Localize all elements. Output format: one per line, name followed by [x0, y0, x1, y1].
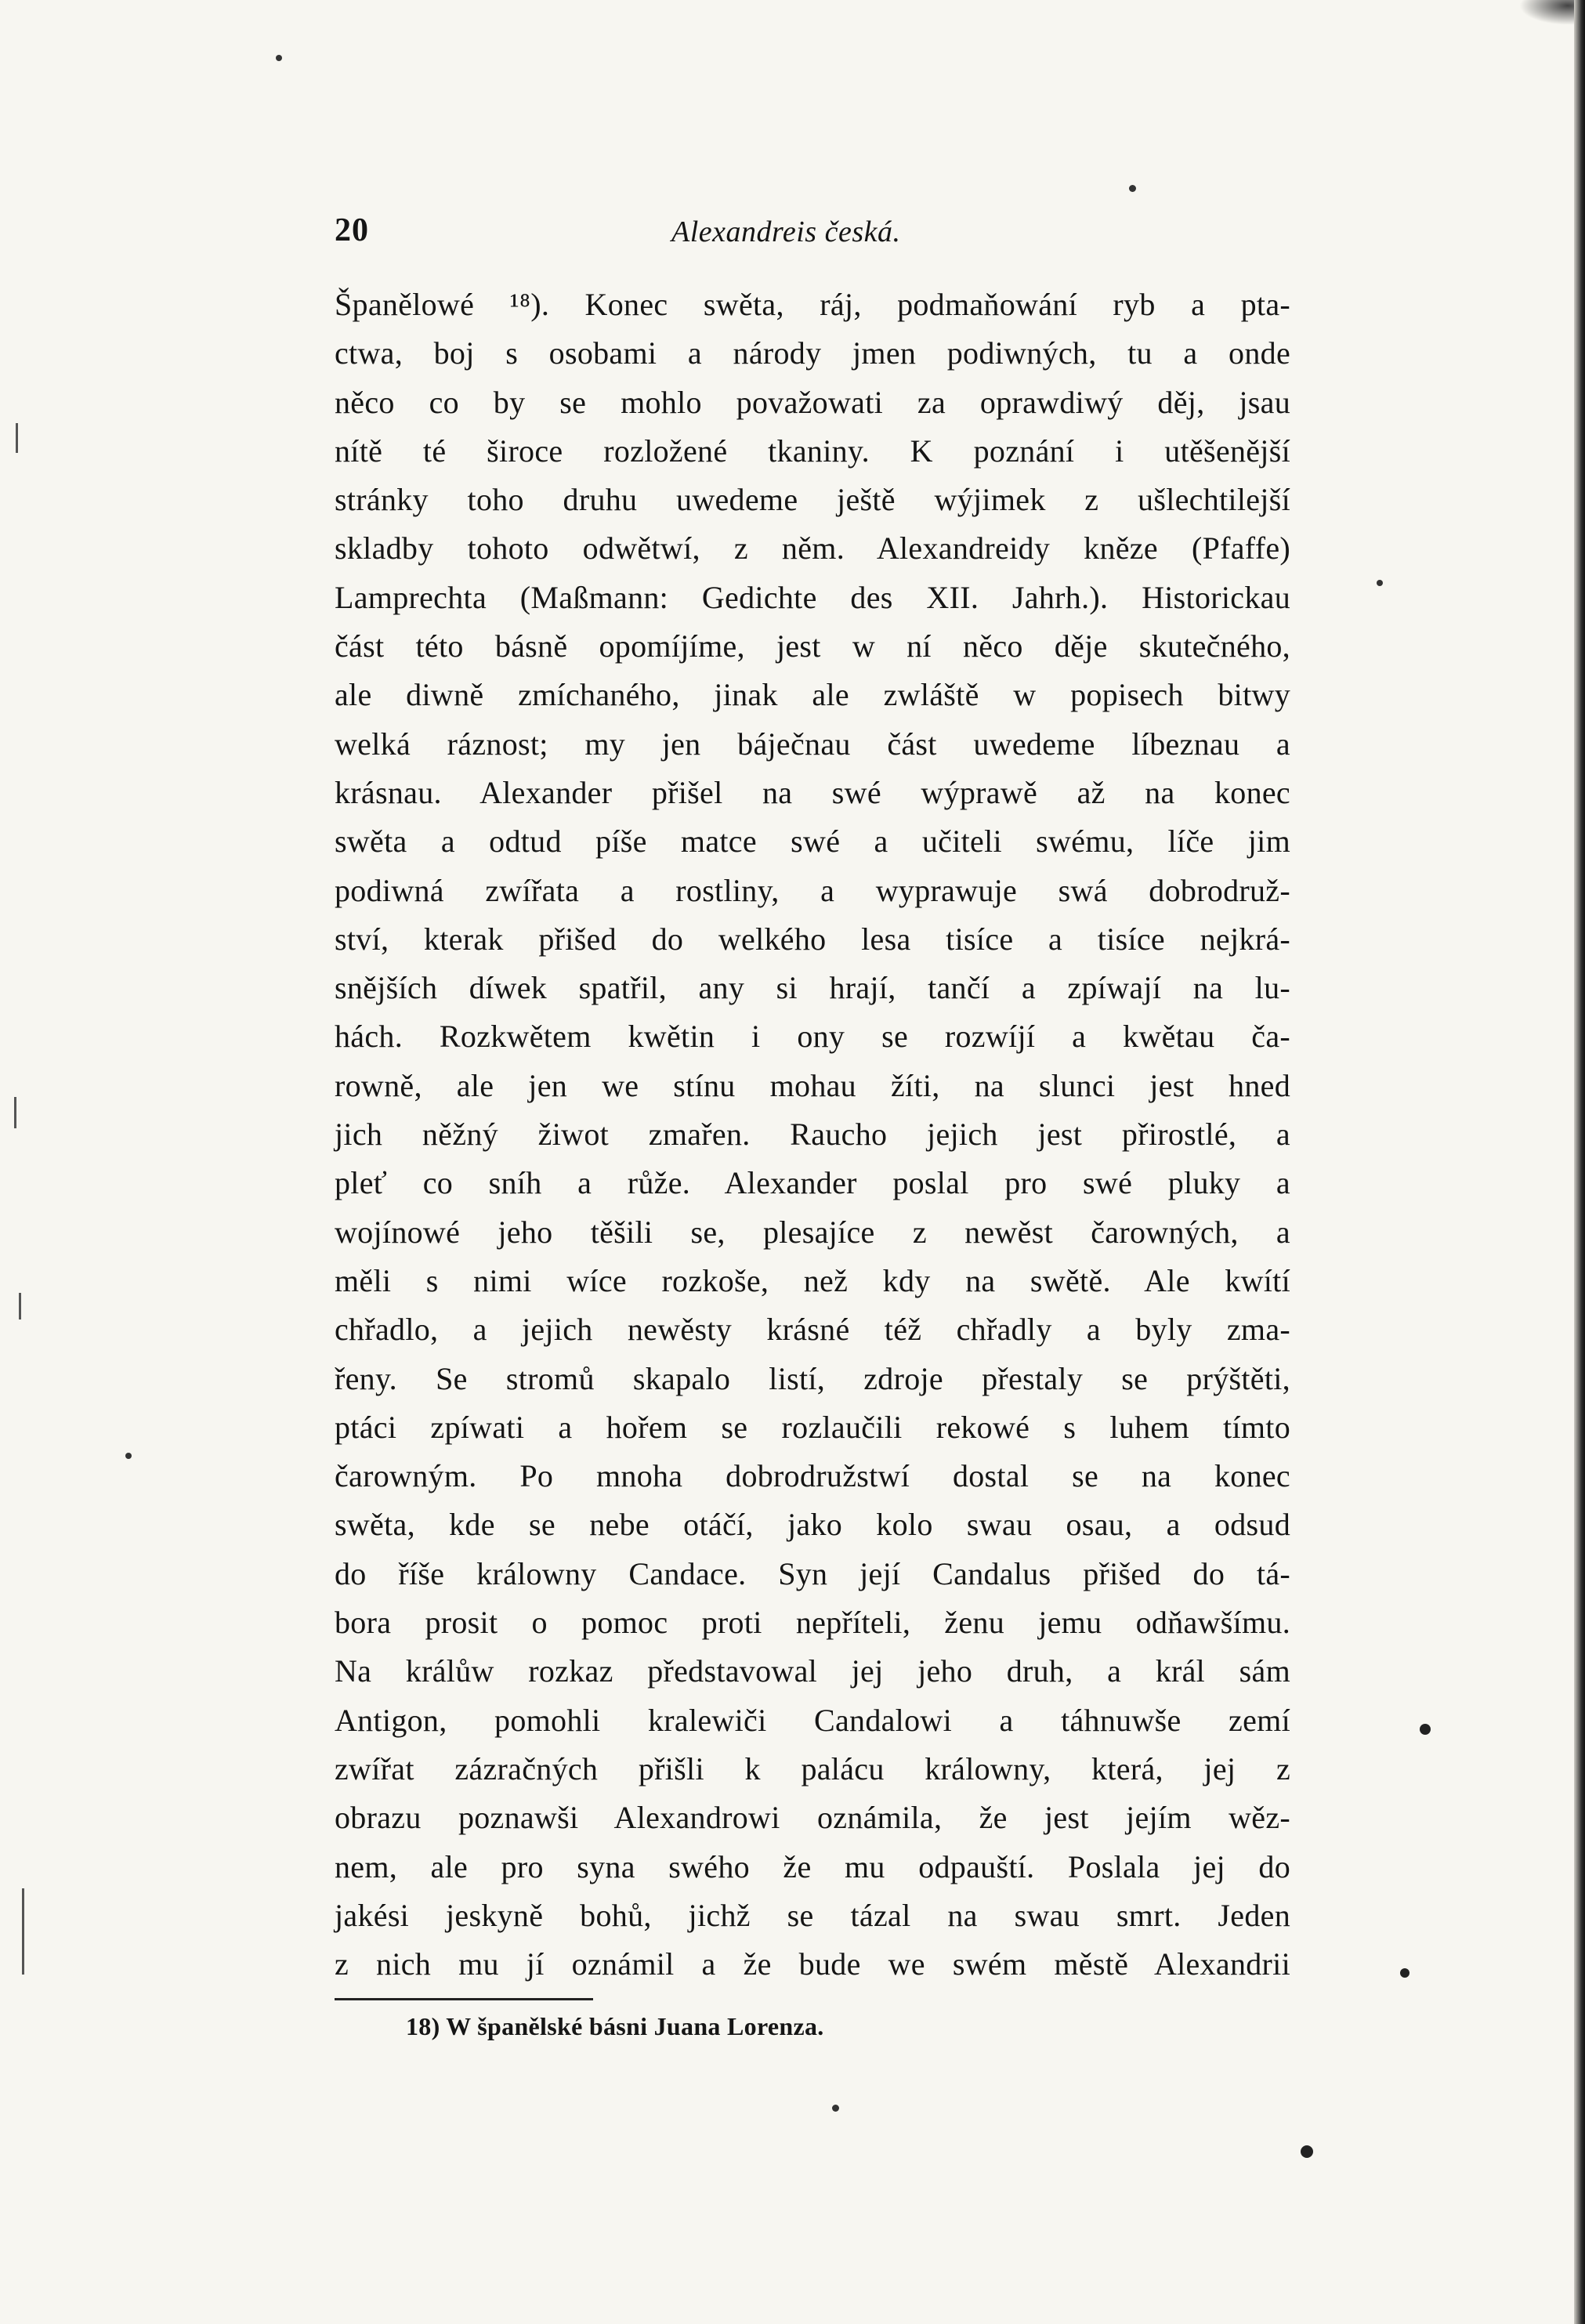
- scan-speck: [1301, 2145, 1313, 2158]
- text-line: obrazu poznawši Alexandrowi oznámila, že jest jejím wěz-: [335, 1800, 1290, 1836]
- text-line: ctwa, boj s osobami a národy jmen podiwných, tu a onde: [335, 335, 1290, 371]
- scan-speck: [125, 1453, 132, 1459]
- text-line: řeny. Se stromů skapalo listí, zdroje přestaly se prýštěti,: [335, 1360, 1290, 1396]
- running-title: Alexandreis česká.: [671, 215, 901, 248]
- body-text: [335, 281, 1290, 1989]
- scan-speck: [1400, 1968, 1409, 1978]
- text-line: swěta, kde se nebe otáčí, jako kolo swau osau, a odsud: [335, 1507, 1290, 1543]
- text-line: Španělowé ¹⁸). Konec swěta, ráj, podmaňowání ryb a pta-: [335, 287, 1290, 322]
- page-edge-shadow: [1574, 0, 1585, 2324]
- scan-speck: [832, 2105, 839, 2112]
- margin-tick: [14, 1097, 16, 1128]
- text-line: krásnau. Alexander přišel na swé wýprawě až na konec: [335, 774, 1290, 810]
- text-line: jakési jeskyně bohů, jichž se tázal na swau smrt. Jeden: [335, 1897, 1290, 1933]
- text-line: pleť co sníh a růže. Alexander poslal pro swé pluky a: [335, 1165, 1290, 1201]
- text-line: swěta a odtud píše matce swé a učiteli swému, líče jim: [335, 824, 1290, 860]
- page-header: [335, 212, 1290, 252]
- text-line: Lamprechta (Maßmann: Gedichte des XII. Jahrh.). Historickau: [335, 579, 1290, 615]
- footnote-rule: [335, 1998, 593, 2000]
- text-line: chřadlo, a jejich newěsty krásné též chřadly a byly zma-: [335, 1312, 1290, 1348]
- text-line: welká ráznost; my jen báječnau část uwedeme líbeznau a: [335, 726, 1290, 762]
- text-line: wojínowé jeho těšili se, plesajíce z newěst čarowných, a: [335, 1214, 1290, 1250]
- text-line: nem, ale pro syna swého že mu odpauští. Poslala jej do: [335, 1848, 1290, 1884]
- margin-tick: [22, 1888, 24, 1975]
- text-line: čarowným. Po mnoha dobrodružstwí dostal se na konec: [335, 1458, 1290, 1494]
- scan-speck: [276, 55, 282, 61]
- text-line: Na králůw rozkaz představowal jej jeho druh, a král sám: [335, 1653, 1290, 1689]
- page-number: 20: [335, 212, 369, 248]
- margin-tick: [19, 1293, 21, 1319]
- text-line: skladby tohoto odwětwí, z něm. Alexandreidy kněze (Pfaffe): [335, 530, 1290, 567]
- text-line: z nich mu jí oznámil a že bude we swém městě Alexandrii: [335, 1946, 1290, 1982]
- scan-corner-mark: [1511, 0, 1574, 28]
- text-line: měli s nimi wíce rozkoše, než kdy na swětě. Ale kwítí: [335, 1262, 1290, 1298]
- text-line: ství, kterak přišed do welkého lesa tisíce a tisíce nejkrá-: [335, 921, 1290, 957]
- text-line: ale diwně zmíchaného, jinak ale zwláště w popisech bitwy: [335, 677, 1290, 713]
- scan-speck: [1377, 580, 1383, 586]
- text-line: část této básně opomíjíme, jest w ní něco děje skutečného,: [335, 628, 1290, 664]
- text-line: nítě té široce rozložené tkaniny. K poznání i utěšenější: [335, 433, 1290, 469]
- text-line: podiwná zwířata a rostliny, a wyprawuje swá dobrodruž-: [335, 872, 1290, 908]
- text-line: jich něžný žiwot zmařen. Raucho jejich jest přirostlé, a: [335, 1117, 1290, 1153]
- margin-tick: [16, 423, 18, 453]
- text-line: do říše králowny Candace. Syn její Candalus přišed do tá-: [335, 1555, 1290, 1591]
- text-line: rowně, ale jen we stínu mohau žíti, na slunci jest hned: [335, 1067, 1290, 1103]
- footnote: 18) W španělské básni Juana Lorenza.: [406, 2012, 824, 2040]
- text-line: bora prosit o pomoc proti nepříteli, ženu jemu odňawšímu.: [335, 1605, 1290, 1641]
- text-line: hách. Rozkwětem kwětin i ony se rozwíjí a kwětau ča-: [335, 1019, 1290, 1055]
- text-line: ptáci zpíwati a hořem se rozlaučili rekowé s luhem tímto: [335, 1409, 1290, 1445]
- scan-speck: [1129, 185, 1136, 192]
- text-line: stránky toho druhu uwedeme ještě wýjimek z ušlechtilejší: [335, 482, 1290, 518]
- scan-speck: [1420, 1724, 1431, 1735]
- text-line: snějších díwek spatřil, any si hrají, tančí a zpíwají na lu-: [335, 970, 1290, 1006]
- text-line: něco co by se mohlo považowati za oprawdiwý děj, jsau: [335, 384, 1290, 420]
- text-line: zwířat zázračných přišli k palácu králowny, která, jej z: [335, 1750, 1290, 1786]
- text-line: Antigon, pomohli kralewiči Candalowi a táhnuwše zemí: [335, 1702, 1290, 1738]
